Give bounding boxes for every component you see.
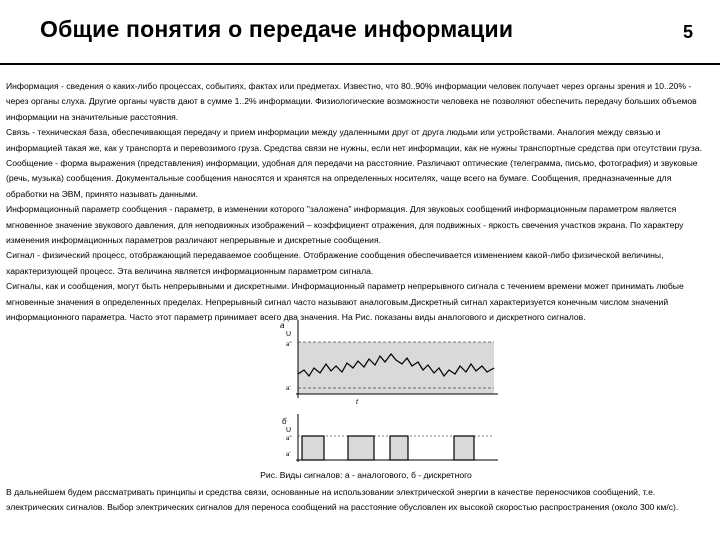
paragraph-signal-types: Сигналы, как и сообщения, могут быть непрерывными и дискретными. Информационный параметр непрерывного сигнала с течением времени может принимать любые мгновенные значения в определенных пределах. Непрерывный сигнал часто называют аналоговым.Дискретный сигнал характеризуется конечным числом значений информационного параметра. Часто этот параметр принимает всего два значения. На Рис. показаны виды аналогового и дискретного сигналов. [6,281,684,323]
header-divider [0,63,720,65]
pulse [302,436,324,460]
analog-axis-u: U [286,331,292,338]
analog-signal-panel [280,320,498,406]
discrete-signal-panel [282,414,498,462]
discrete-axis-u: U [286,427,292,434]
discrete-lower-label: a' [286,452,291,458]
pulse [390,436,408,460]
paragraph-information: Информация - сведения о каких-либо процессах, событиях, фактах или предметах. Известно, что 80..90% информации человек получает через органы зрения и 10..20% - через органы слуха. Другие органы чувств дают в сумме 1..2% информации. Физиологические возможности человека не позволяют обеспечить передачу больших объемов информации на значительные расстояния. [6,81,697,122]
figure-caption: Рис. Виды сигналов: а - аналогового, б - дискретного [260,470,472,480]
analog-axis-t: t [356,399,358,406]
paragraph-closing: В дальнейшем будем рассматривать принципы и средства связи, основанные на использовании электрической энергии в качестве переносчиков сообщений, т.е. электрических сигналов. Выбор электрических сигналов для переноса сообщений на расстояние обусловлен их высокой скоростью распространения (около 300 км/с). [6,487,679,513]
paragraph-message: Сообщение - форма выражения (представления) информации, удобная для передачи на расстояние. Различают оптические (телеграмма, письмо, фотография) и звуковые (речь, музыка) сообщения. Документальные сообщения наносятся и хранятся на определенных носителях, чаще всего на бумаге. Сообщения, предназначенные для обработки на ЭВМ, принято называть данными. [6,158,698,199]
pulse [348,436,374,460]
analog-range-band [298,342,494,394]
paragraph-info-parameter: Информационный параметр сообщения - параметр, в изменении которого "заложена" информация. Для звуковых сообщений информационным параметром является мгновенное значение звукового давления, для неподвижных изображений – коэффициент отражения, для подвижных - яркость свечения участков экрана. По характеру изменения информационных параметров различают непрерывные и дискретные сообщения. [6,204,684,246]
analog-upper-label: a'' [286,342,292,348]
discrete-label: б [282,417,287,426]
page-title: Общие понятия о передаче информации [40,16,514,42]
signal-figure [276,316,502,466]
pulse [454,436,474,460]
analog-label: а [280,321,285,330]
page-number: 5 [683,22,694,42]
main-text [6,79,714,326]
paragraph-signal: Сигнал - физический процесс, отображающий передаваемое сообщение. Отображение сообщения обеспечивается изменением какой-либо физической величины, характеризующей процесс. Эта величина является информационным параметром сигнала. [6,250,664,276]
analog-lower-label: a' [286,386,291,392]
paragraph-communication: Связь - техническая база, обеспечивающая передачу и прием информации между удаленными друг от друга людьми или устройствами. Аналогия между связью и информацией такая же, как у транспорта и перевозимого груза. Средства связи не нужны, если нет информации, как не нужны транспортные средства при отсутствии груза. [6,127,702,153]
closing-text [6,485,714,516]
discrete-upper-label: a'' [286,436,292,442]
